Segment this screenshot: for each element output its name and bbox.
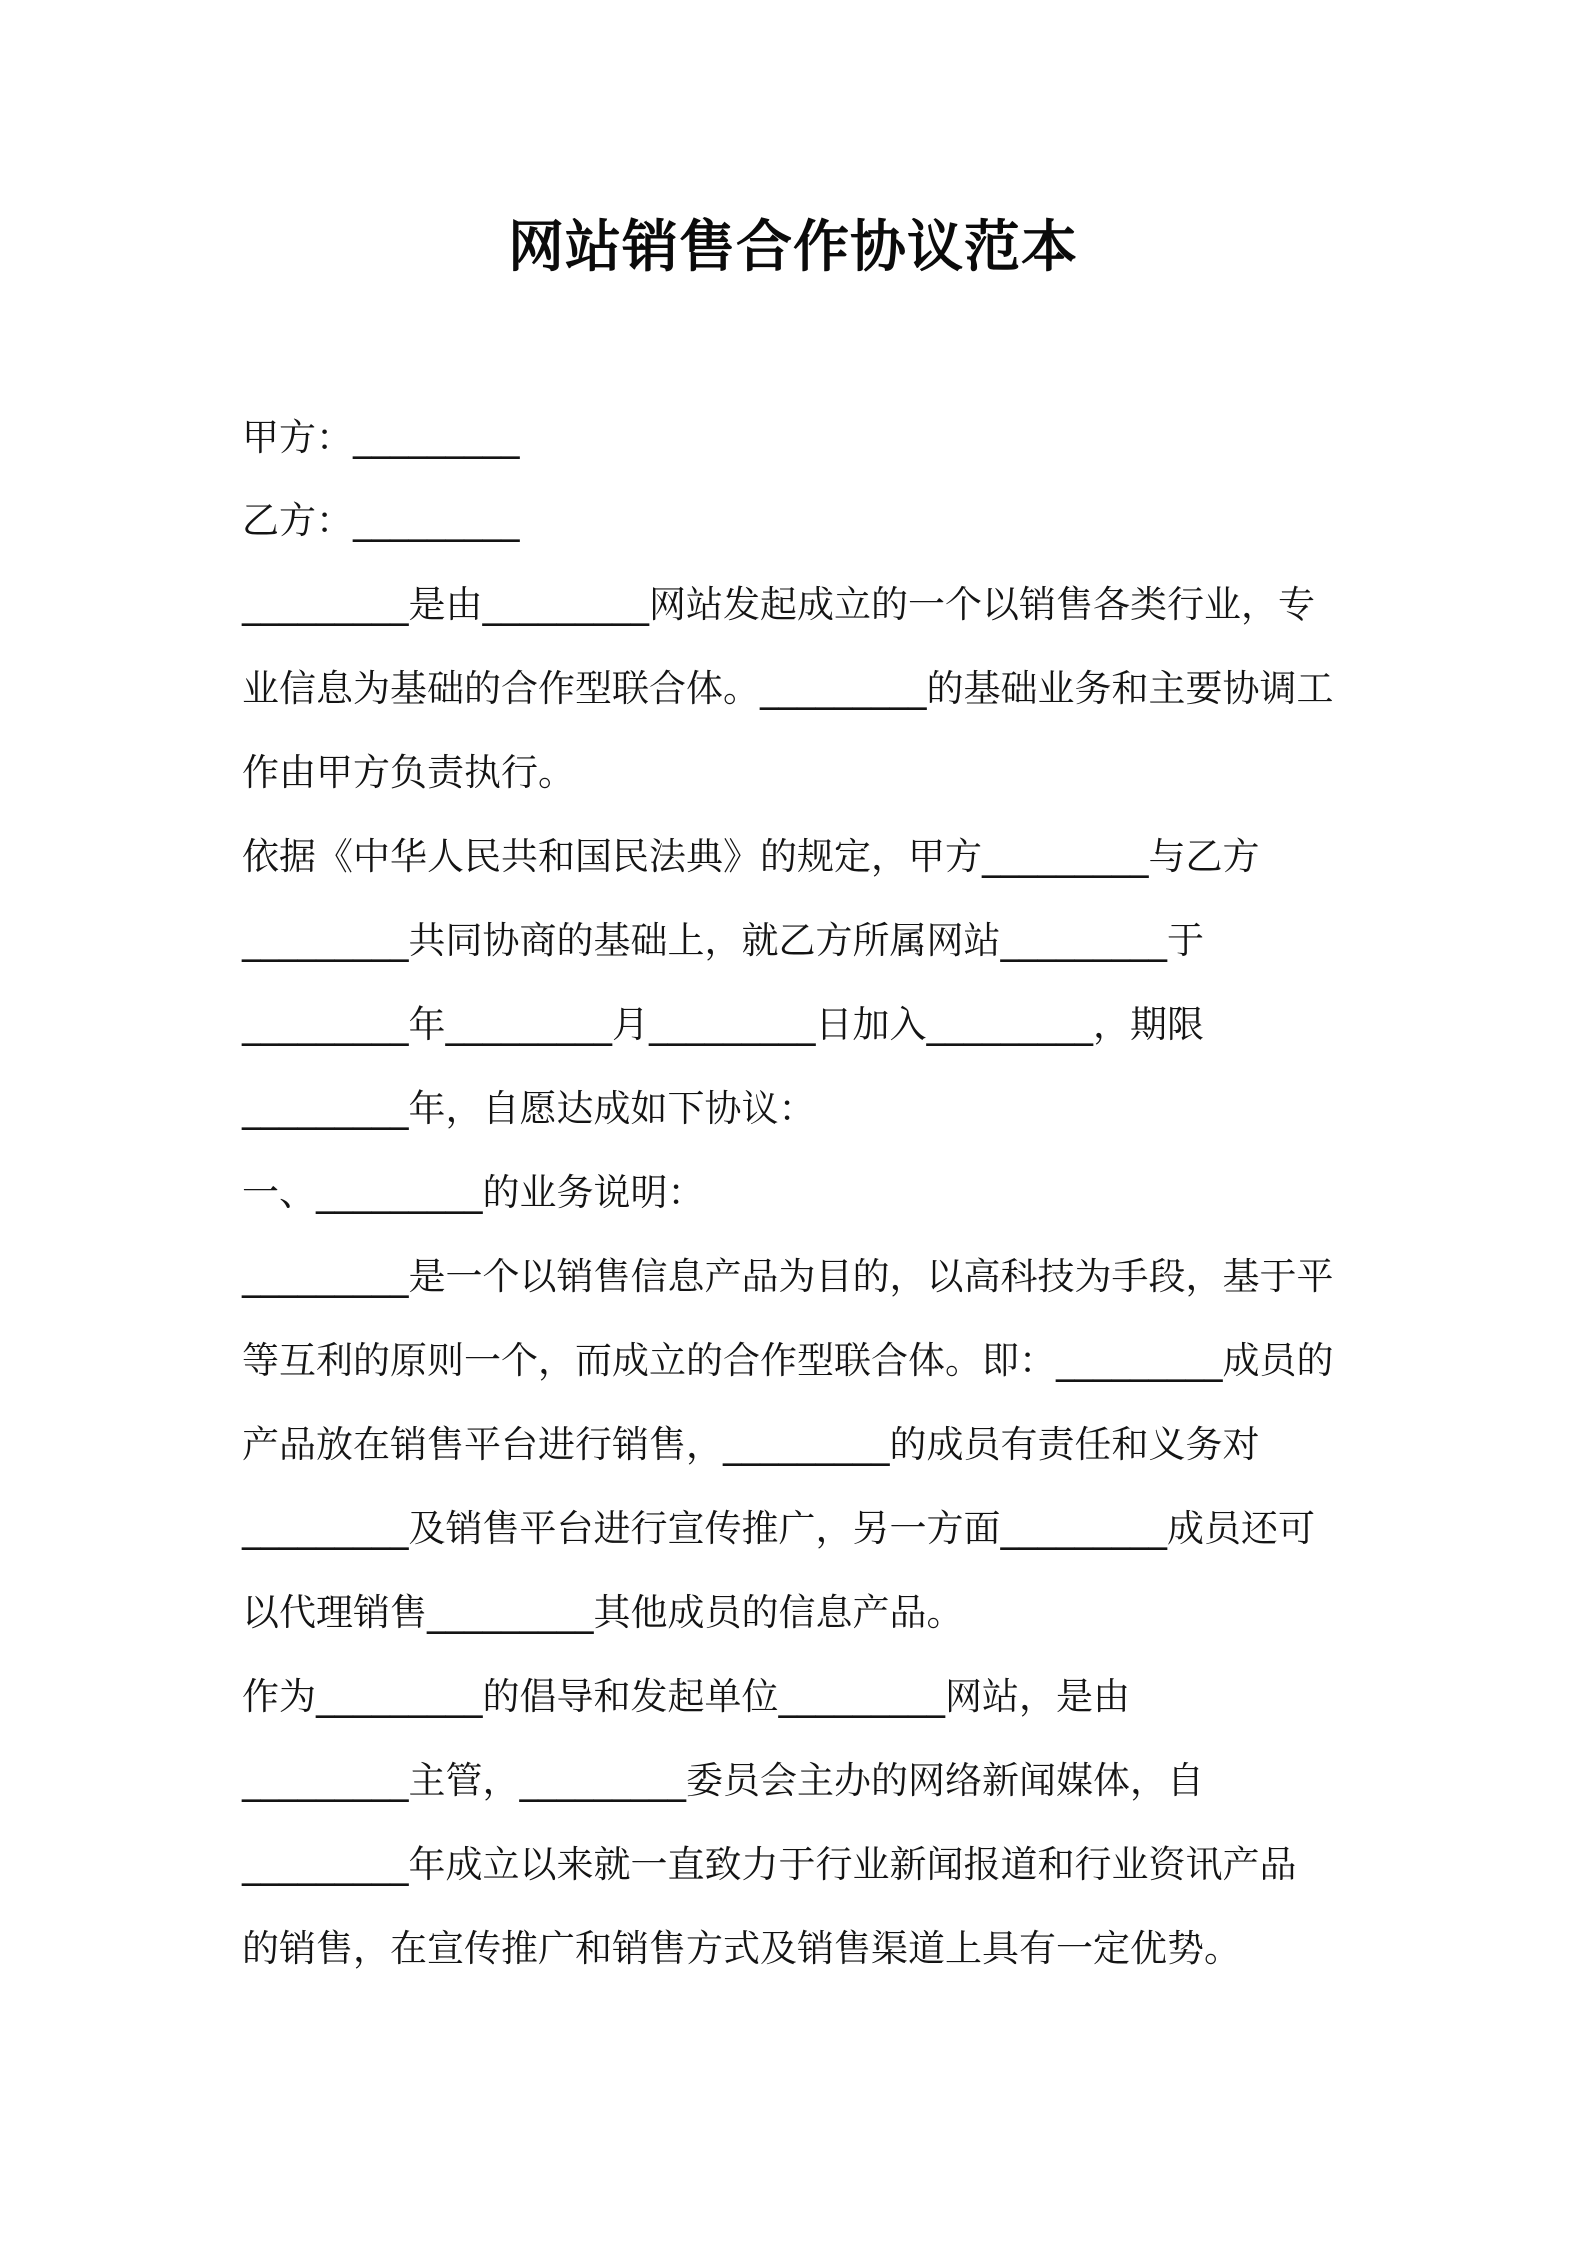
paragraph-line: _________年_________月_________日加入_________，期限 bbox=[242, 1003, 1204, 1046]
paragraph-line: _________是由_________网站发起成立的一个以销售各类行业，专 bbox=[242, 583, 1315, 626]
paragraph-line: _________主管，_________委员会主办的网络新闻媒体，自 bbox=[242, 1759, 1204, 1802]
paragraph-line: 等互利的原则一个，而成立的合作型联合体。即：_________成员的 bbox=[242, 1339, 1334, 1382]
paragraph-line: 以代理销售_________其他成员的信息产品。 bbox=[242, 1591, 964, 1634]
section-heading: 一、_________的业务说明： bbox=[242, 1171, 705, 1214]
document-title: 网站销售合作协议范本 bbox=[508, 215, 1078, 280]
paragraph-line: 产品放在销售平台进行销售，_________的成员有责任和义务对 bbox=[242, 1423, 1260, 1466]
paragraph-line: 作由甲方负责执行。 bbox=[242, 751, 575, 794]
paragraph-line: 依据《中华人民共和国民法典》的规定，甲方_________与乙方 bbox=[242, 835, 1260, 878]
paragraph-line: _________年成立以来就一直致力于行业新闻报道和行业资讯产品 bbox=[242, 1843, 1297, 1886]
paragraph-line: _________年，自愿达成如下协议： bbox=[242, 1087, 816, 1130]
paragraph-line: _________共同协商的基础上，就乙方所属网站_________于 bbox=[242, 919, 1204, 962]
paragraph-line: 的销售，在宣传推广和销售方式及销售渠道上具有一定优势。 bbox=[242, 1927, 1241, 1970]
paragraph-line: 业信息为基础的合作型联合体。_________的基础业务和主要协调工 bbox=[242, 667, 1334, 710]
paragraph-line: _________是一个以销售信息产品为目的，以高科技为手段，基于平 bbox=[242, 1255, 1334, 1298]
paragraph-line: _________及销售平台进行宣传推广，另一方面_________成员还可 bbox=[242, 1507, 1315, 1550]
paragraph-line: 作为_________的倡导和发起单位_________网站，是由 bbox=[242, 1675, 1130, 1718]
party-a-line: 甲方：_________ bbox=[242, 416, 520, 459]
party-b-line: 乙方：_________ bbox=[242, 499, 520, 542]
